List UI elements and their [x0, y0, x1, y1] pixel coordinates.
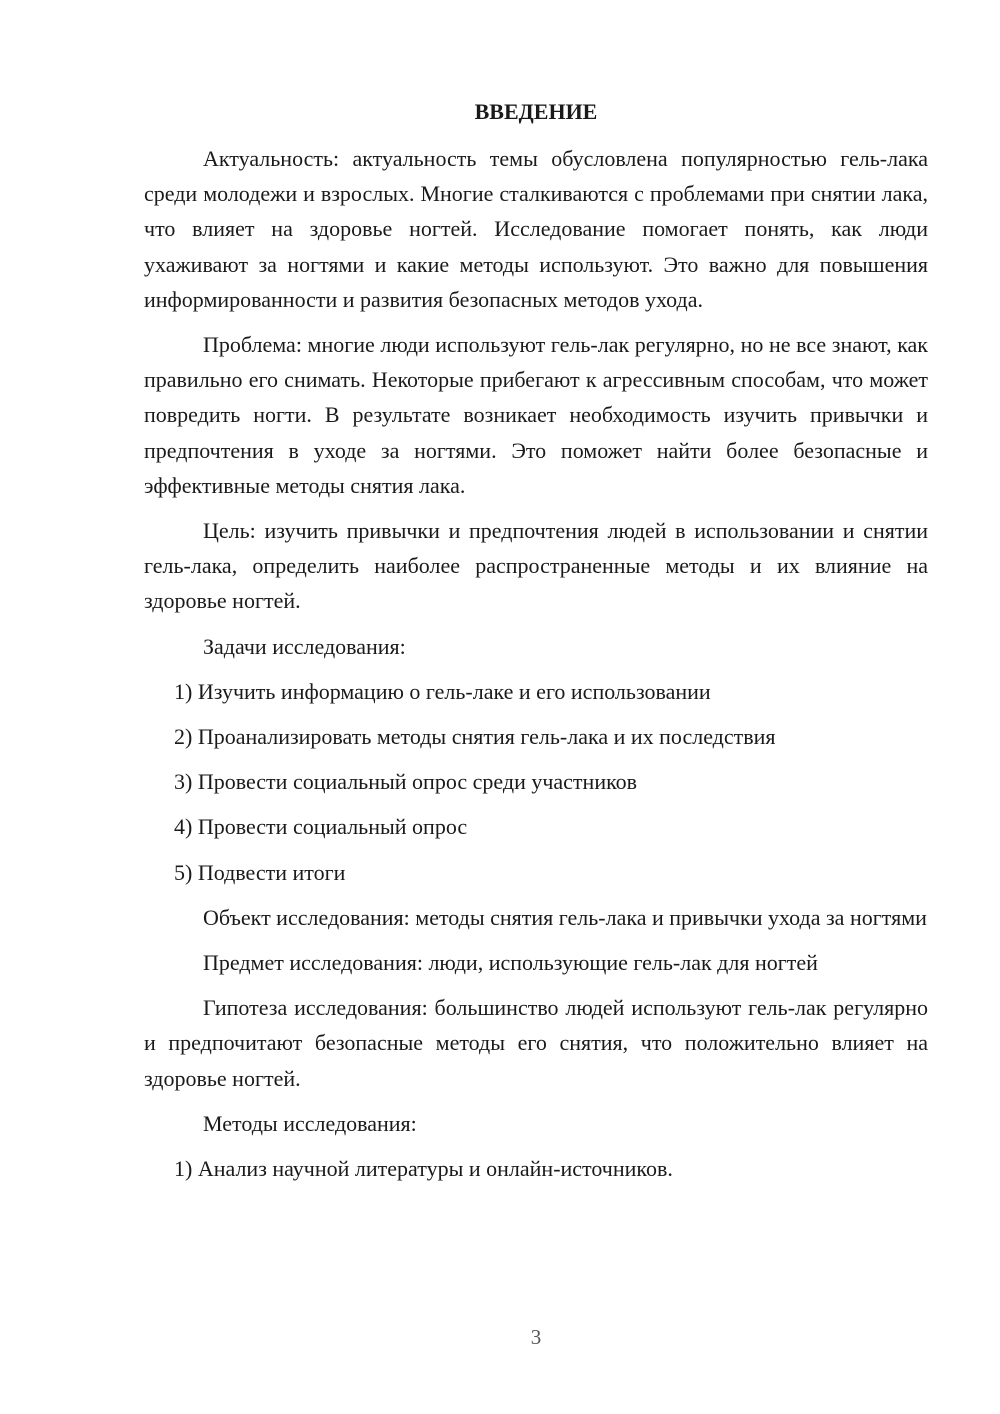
task-item: 5) Подвести итоги — [174, 859, 346, 885]
task-item: 4) Провести социальный опрос — [174, 814, 468, 840]
hypothesis-paragraph: Гипотеза исследования: большинство людей используют гель-лак регулярно и предпочитают безопасные методы его снятия, что положительно влияет на здоровье ногтей. — [144, 995, 928, 1091]
relevance-paragraph: Актуальность: актуальность темы обусловлена популярностью гель-лака среди молодежи и взрослых. Многие сталкиваются с проблемами при снятии лака, что влияет на здоровье ногтей. Исследование помогает понять, как люди ухаживают за ногтями и какие методы используют. Это важно для повышения информированности и развития безопасных методов ухода. — [144, 146, 928, 312]
problem-paragraph: Проблема: многие люди используют гель-лак регулярно, но не все знают, как правильно его снимать. Некоторые прибегают к агрессивным способам, что может повредить ногти. В результате возникает необходимость изучить привычки и предпочтения в уходе за ногтями. Это поможет найти более безопасные и эффективные методы снятия лака. — [144, 332, 928, 498]
task-item: 2) Проанализировать методы снятия гель-лака и их последствия — [174, 724, 776, 750]
object-paragraph: Объект исследования: методы снятия гель-лака и привычки ухода за ногтями — [203, 904, 927, 930]
subject-paragraph: Предмет исследования: люди, использующие гель-лак для ногтей — [203, 950, 818, 976]
methods-heading: Методы исследования: — [203, 1110, 417, 1136]
page-content — [144, 94, 928, 1196]
task-item: 1) Изучить информацию о гель-лаке и его использовании — [174, 678, 711, 704]
section-title: ВВЕДЕНИЕ — [474, 99, 598, 124]
task-item: 3) Провести социальный опрос среди участников — [174, 769, 638, 795]
page-number: 3 — [530, 1325, 542, 1349]
method-item: 1) Анализ научной литературы и онлайн-источников. — [174, 1156, 673, 1182]
methods-list — [144, 1151, 928, 1186]
tasks-list — [144, 674, 928, 890]
tasks-heading: Задачи исследования: — [203, 633, 406, 659]
goal-paragraph: Цель: изучить привычки и предпочтения людей в использовании и снятии гель-лака, определить наиболее распространенные методы и их влияние на здоровье ногтей. — [144, 518, 928, 614]
